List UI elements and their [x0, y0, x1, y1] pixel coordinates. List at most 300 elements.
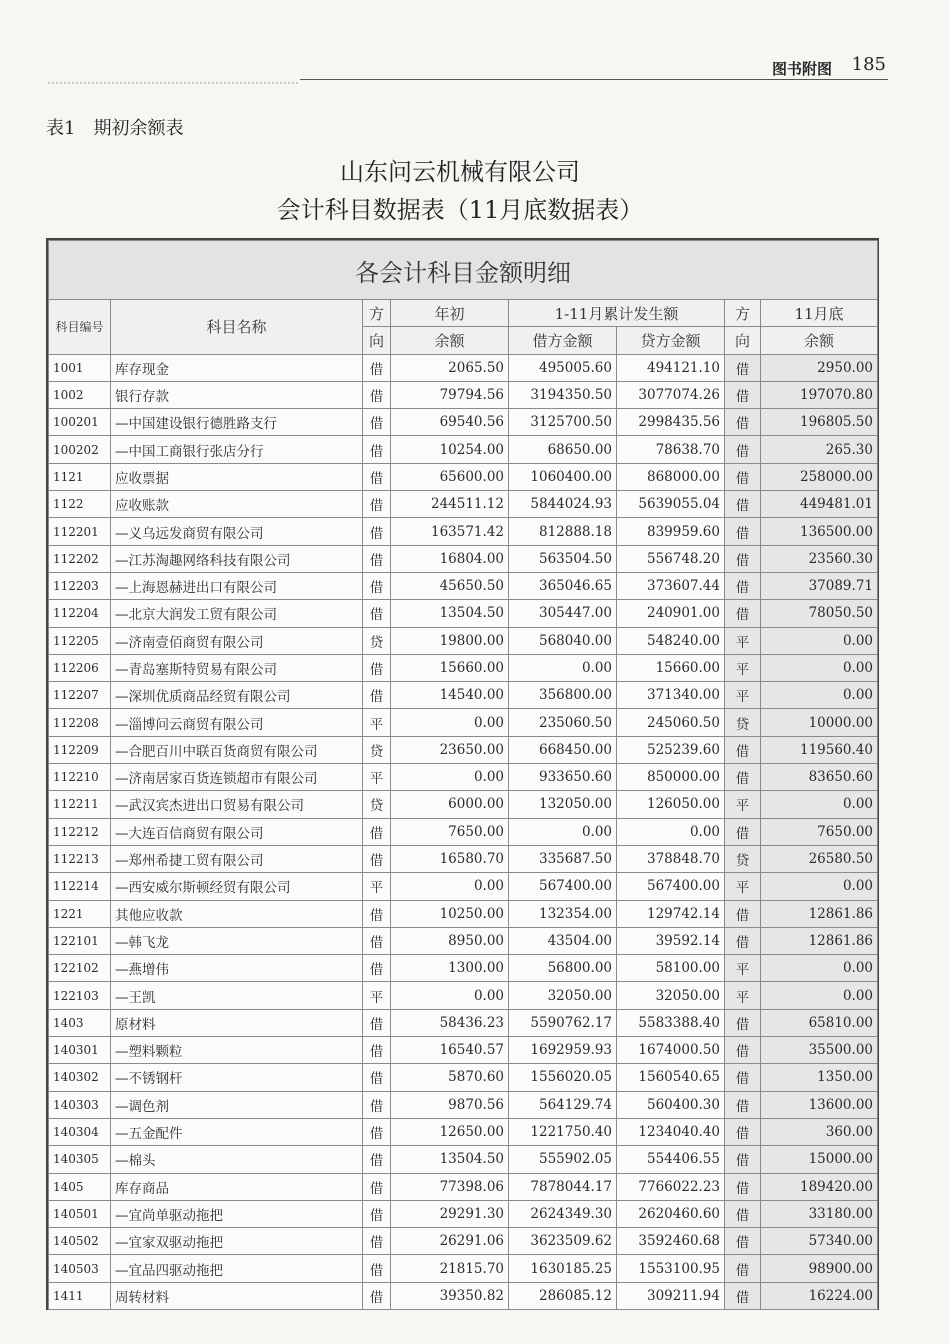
ending-balance: 7650.00 — [761, 818, 878, 845]
table-row — [49, 1118, 878, 1145]
ending-direction: 借 — [725, 736, 761, 763]
opening-balance: 16580.70 — [391, 845, 509, 872]
account-name: —济南壹佰商贸有限公司 — [111, 627, 363, 654]
opening-balance: 7650.00 — [391, 818, 509, 845]
account-name: —武汉宾杰进出口贸易有限公司 — [111, 791, 363, 818]
credit-amount: 548240.00 — [617, 627, 725, 654]
account-code: 1403 — [49, 1009, 111, 1036]
table-row — [49, 1200, 878, 1227]
account-data-table — [48, 240, 878, 1310]
ending-direction: 借 — [725, 1037, 761, 1064]
account-code: 112205 — [49, 627, 111, 654]
account-name: 其他应收款 — [111, 900, 363, 927]
debit-amount: 1060400.00 — [509, 463, 617, 490]
opening-balance: 13504.50 — [391, 1146, 509, 1173]
debit-amount: 286085.12 — [509, 1282, 617, 1309]
header-row-1 — [49, 300, 878, 327]
account-code: 112212 — [49, 818, 111, 845]
credit-amount: 839959.60 — [617, 518, 725, 545]
opening-balance: 244511.12 — [391, 491, 509, 518]
opening-balance: 2065.50 — [391, 354, 509, 381]
ending-balance: 119560.40 — [761, 736, 878, 763]
ending-direction: 平 — [725, 982, 761, 1009]
ending-direction: 借 — [725, 1091, 761, 1118]
credit-amount: 1674000.50 — [617, 1037, 725, 1064]
header-title: 图书附图 — [771, 60, 832, 78]
debit-amount: 812888.18 — [509, 518, 617, 545]
opening-balance: 12650.00 — [391, 1118, 509, 1145]
debit-amount: 356800.00 — [509, 682, 617, 709]
ending-direction: 借 — [725, 764, 761, 791]
account-code: 112206 — [49, 654, 111, 681]
credit-amount: 2620460.60 — [617, 1200, 725, 1227]
debit-amount: 3125700.50 — [509, 409, 617, 436]
account-name: —北京大润发工贸有限公司 — [111, 600, 363, 627]
table-row — [49, 409, 878, 436]
ending-direction: 平 — [725, 955, 761, 982]
debit-amount: 933650.60 — [509, 764, 617, 791]
opening-direction: 借 — [363, 818, 391, 845]
account-name: —棉头 — [111, 1146, 363, 1173]
header-end-dir-bottom: 向 — [725, 327, 761, 354]
opening-direction: 借 — [363, 436, 391, 463]
account-code: 112202 — [49, 545, 111, 572]
account-code: 122103 — [49, 982, 111, 1009]
opening-balance: 0.00 — [391, 709, 509, 736]
opening-direction: 平 — [363, 982, 391, 1009]
account-name: —燕增伟 — [111, 955, 363, 982]
debit-amount: 7878044.17 — [509, 1173, 617, 1200]
account-name: 周转材料 — [111, 1282, 363, 1309]
debit-amount: 1556020.05 — [509, 1064, 617, 1091]
table-row — [49, 955, 878, 982]
ending-balance: 189420.00 — [761, 1173, 878, 1200]
ending-direction: 借 — [725, 600, 761, 627]
account-name: —郑州希捷工贸有限公司 — [111, 845, 363, 872]
table-row — [49, 545, 878, 572]
credit-amount: 245060.50 — [617, 709, 725, 736]
table-row — [49, 1146, 878, 1173]
account-table — [46, 238, 879, 1310]
credit-amount: 3077074.26 — [617, 381, 725, 408]
ending-balance: 196805.50 — [761, 409, 878, 436]
account-code: 1122 — [49, 491, 111, 518]
debit-amount: 32050.00 — [509, 982, 617, 1009]
opening-direction: 借 — [363, 682, 391, 709]
ending-direction: 借 — [725, 491, 761, 518]
ending-direction: 借 — [725, 1146, 761, 1173]
account-name: 库存商品 — [111, 1173, 363, 1200]
opening-direction: 平 — [363, 709, 391, 736]
opening-balance: 26291.06 — [391, 1228, 509, 1255]
opening-direction: 借 — [363, 1064, 391, 1091]
account-code: 112208 — [49, 709, 111, 736]
debit-amount: 43504.00 — [509, 927, 617, 954]
table-row — [49, 982, 878, 1009]
ending-balance: 1350.00 — [761, 1064, 878, 1091]
debit-amount: 5590762.17 — [509, 1009, 617, 1036]
account-code: 140501 — [49, 1200, 111, 1227]
ending-direction: 平 — [725, 791, 761, 818]
debit-amount: 56800.00 — [509, 955, 617, 982]
ending-balance: 83650.60 — [761, 764, 878, 791]
header-end-top: 11月底 — [761, 300, 878, 327]
table-row — [49, 927, 878, 954]
ending-direction: 借 — [725, 1228, 761, 1255]
debit-amount: 335687.50 — [509, 845, 617, 872]
table-banner: 各会计科目金额明细 — [49, 241, 878, 300]
opening-balance: 45650.50 — [391, 572, 509, 599]
ending-balance: 12861.86 — [761, 900, 878, 927]
opening-balance: 29291.30 — [391, 1200, 509, 1227]
account-code: 140304 — [49, 1118, 111, 1145]
table-row — [49, 463, 878, 490]
account-code: 140302 — [49, 1064, 111, 1091]
opening-direction: 借 — [363, 491, 391, 518]
ending-direction: 借 — [725, 927, 761, 954]
account-code: 1002 — [49, 381, 111, 408]
debit-amount: 5844024.93 — [509, 491, 617, 518]
ending-direction: 借 — [725, 436, 761, 463]
opening-balance: 15660.00 — [391, 654, 509, 681]
header-dir-top: 方 — [363, 300, 391, 327]
debit-amount: 68650.00 — [509, 436, 617, 463]
table-row — [49, 1091, 878, 1118]
table-row — [49, 627, 878, 654]
opening-balance: 1300.00 — [391, 955, 509, 982]
opening-direction: 借 — [363, 572, 391, 599]
account-code: 100202 — [49, 436, 111, 463]
ending-balance: 65810.00 — [761, 1009, 878, 1036]
debit-amount: 235060.50 — [509, 709, 617, 736]
opening-direction: 借 — [363, 1118, 391, 1145]
ending-direction: 借 — [725, 818, 761, 845]
ending-direction: 借 — [725, 900, 761, 927]
ending-balance: 98900.00 — [761, 1255, 878, 1282]
account-code: 112214 — [49, 873, 111, 900]
opening-direction: 借 — [363, 1091, 391, 1118]
opening-balance: 77398.06 — [391, 1173, 509, 1200]
account-code: 100201 — [49, 409, 111, 436]
account-code: 112204 — [49, 600, 111, 627]
ending-balance: 12861.86 — [761, 927, 878, 954]
ending-balance: 197070.80 — [761, 381, 878, 408]
header-opening-bottom: 余额 — [391, 327, 509, 354]
opening-balance: 10254.00 — [391, 436, 509, 463]
credit-amount: 129742.14 — [617, 900, 725, 927]
table-row — [49, 354, 878, 381]
ending-balance: 37089.71 — [761, 572, 878, 599]
opening-direction: 平 — [363, 764, 391, 791]
table-row — [49, 600, 878, 627]
table-caption: 表1 期初余额表 — [46, 118, 184, 139]
account-code: 112210 — [49, 764, 111, 791]
opening-balance: 0.00 — [391, 982, 509, 1009]
table-row — [49, 1064, 878, 1091]
table-row — [49, 518, 878, 545]
account-name: —宜品四驱动拖把 — [111, 1255, 363, 1282]
ending-direction: 借 — [725, 409, 761, 436]
account-code: 112207 — [49, 682, 111, 709]
opening-direction: 借 — [363, 927, 391, 954]
opening-balance: 0.00 — [391, 764, 509, 791]
ending-balance: 258000.00 — [761, 463, 878, 490]
opening-direction: 平 — [363, 873, 391, 900]
account-code: 112213 — [49, 845, 111, 872]
ending-direction: 平 — [725, 654, 761, 681]
opening-direction: 借 — [363, 1037, 391, 1064]
opening-direction: 借 — [363, 600, 391, 627]
table-row — [49, 764, 878, 791]
credit-amount: 3592460.68 — [617, 1228, 725, 1255]
account-name: 应收票据 — [111, 463, 363, 490]
credit-amount: 5583388.40 — [617, 1009, 725, 1036]
account-code: 1405 — [49, 1173, 111, 1200]
debit-amount: 2624349.30 — [509, 1200, 617, 1227]
account-name: —王凯 — [111, 982, 363, 1009]
account-code: 140301 — [49, 1037, 111, 1064]
credit-amount: 371340.00 — [617, 682, 725, 709]
table-row — [49, 1282, 878, 1309]
ending-direction: 借 — [725, 354, 761, 381]
ending-balance: 449481.01 — [761, 491, 878, 518]
table-row — [49, 1173, 878, 1200]
ending-direction: 借 — [725, 1255, 761, 1282]
credit-amount: 373607.44 — [617, 572, 725, 599]
debit-amount: 132354.00 — [509, 900, 617, 927]
credit-amount: 126050.00 — [617, 791, 725, 818]
account-code: 112211 — [49, 791, 111, 818]
header-credit: 贷方金额 — [617, 327, 725, 354]
ending-balance: 10000.00 — [761, 709, 878, 736]
table-row — [49, 736, 878, 763]
opening-balance: 0.00 — [391, 873, 509, 900]
opening-direction: 借 — [363, 955, 391, 982]
opening-balance: 5870.60 — [391, 1064, 509, 1091]
ending-direction: 借 — [725, 545, 761, 572]
credit-amount: 1234040.40 — [617, 1118, 725, 1145]
ending-balance: 0.00 — [761, 682, 878, 709]
table-row — [49, 845, 878, 872]
ending-direction: 借 — [725, 1118, 761, 1145]
account-name: 原材料 — [111, 1009, 363, 1036]
account-name: 银行存款 — [111, 381, 363, 408]
opening-balance: 39350.82 — [391, 1282, 509, 1309]
table-row — [49, 654, 878, 681]
debit-amount: 0.00 — [509, 818, 617, 845]
ending-balance: 360.00 — [761, 1118, 878, 1145]
credit-amount: 868000.00 — [617, 463, 725, 490]
table-row — [49, 1037, 878, 1064]
credit-amount: 850000.00 — [617, 764, 725, 791]
account-code: 140503 — [49, 1255, 111, 1282]
debit-amount: 1630185.25 — [509, 1255, 617, 1282]
account-name: —西安威尔斯顿经贸有限公司 — [111, 873, 363, 900]
header-dotted-rule — [48, 82, 298, 84]
credit-amount: 39592.14 — [617, 927, 725, 954]
opening-balance: 8950.00 — [391, 927, 509, 954]
account-code: 140502 — [49, 1228, 111, 1255]
opening-direction: 借 — [363, 518, 391, 545]
opening-balance: 9870.56 — [391, 1091, 509, 1118]
opening-direction: 借 — [363, 354, 391, 381]
table-row — [49, 491, 878, 518]
account-code: 1001 — [49, 354, 111, 381]
company-name: 山东问云机械有限公司 — [340, 158, 580, 186]
header-name: 科目名称 — [111, 300, 363, 355]
opening-direction: 贷 — [363, 736, 391, 763]
account-code: 140303 — [49, 1091, 111, 1118]
report-title: 会计科目数据表（11月底数据表） — [276, 196, 644, 224]
account-name: —江苏淘趣网络科技有限公司 — [111, 545, 363, 572]
credit-amount: 58100.00 — [617, 955, 725, 982]
opening-balance: 16804.00 — [391, 545, 509, 572]
opening-direction: 借 — [363, 1228, 391, 1255]
opening-direction: 借 — [363, 1282, 391, 1309]
account-code: 1121 — [49, 463, 111, 490]
opening-balance: 16540.57 — [391, 1037, 509, 1064]
table-row — [49, 791, 878, 818]
ending-balance: 33180.00 — [761, 1200, 878, 1227]
opening-balance: 69540.56 — [391, 409, 509, 436]
account-code: 1221 — [49, 900, 111, 927]
ending-direction: 借 — [725, 381, 761, 408]
account-code: 112201 — [49, 518, 111, 545]
account-name: —济南居家百货连锁超市有限公司 — [111, 764, 363, 791]
opening-direction: 借 — [363, 381, 391, 408]
ending-direction: 借 — [725, 572, 761, 599]
credit-amount: 378848.70 — [617, 845, 725, 872]
opening-direction: 贷 — [363, 791, 391, 818]
ending-balance: 26580.50 — [761, 845, 878, 872]
account-code: 112203 — [49, 572, 111, 599]
debit-amount: 668450.00 — [509, 736, 617, 763]
opening-direction: 借 — [363, 845, 391, 872]
credit-amount: 567400.00 — [617, 873, 725, 900]
credit-amount: 5639055.04 — [617, 491, 725, 518]
debit-amount: 1221750.40 — [509, 1118, 617, 1145]
opening-balance: 58436.23 — [391, 1009, 509, 1036]
opening-balance: 23650.00 — [391, 736, 509, 763]
credit-amount: 560400.30 — [617, 1091, 725, 1118]
credit-amount: 1560540.65 — [617, 1064, 725, 1091]
account-name: —青岛塞斯特贸易有限公司 — [111, 654, 363, 681]
debit-amount: 3623509.62 — [509, 1228, 617, 1255]
ending-balance: 57340.00 — [761, 1228, 878, 1255]
account-name: —中国工商银行张店分行 — [111, 436, 363, 463]
ending-direction: 平 — [725, 873, 761, 900]
ending-balance: 2950.00 — [761, 354, 878, 381]
account-code: 122102 — [49, 955, 111, 982]
ending-direction: 借 — [725, 463, 761, 490]
opening-direction: 借 — [363, 409, 391, 436]
account-name: —深圳优质商品经贸有限公司 — [111, 682, 363, 709]
debit-amount: 365046.65 — [509, 572, 617, 599]
credit-amount: 0.00 — [617, 818, 725, 845]
account-name: —合肥百川中联百货商贸有限公司 — [111, 736, 363, 763]
table-row — [49, 381, 878, 408]
account-code: 140305 — [49, 1146, 111, 1173]
ending-balance: 13600.00 — [761, 1091, 878, 1118]
ending-balance: 16224.00 — [761, 1282, 878, 1309]
table-row — [49, 900, 878, 927]
ending-direction: 借 — [725, 1064, 761, 1091]
debit-amount: 3194350.50 — [509, 381, 617, 408]
ending-direction: 平 — [725, 682, 761, 709]
table-row — [49, 1228, 878, 1255]
credit-amount: 78638.70 — [617, 436, 725, 463]
opening-direction: 借 — [363, 1255, 391, 1282]
ending-direction: 借 — [725, 1173, 761, 1200]
ending-direction: 借 — [725, 1009, 761, 1036]
credit-amount: 2998435.56 — [617, 409, 725, 436]
debit-amount: 567400.00 — [509, 873, 617, 900]
credit-amount: 554406.55 — [617, 1146, 725, 1173]
table-row — [49, 873, 878, 900]
table-row — [49, 436, 878, 463]
header-code: 科目编号 — [49, 300, 111, 355]
ending-balance: 0.00 — [761, 873, 878, 900]
opening-direction: 借 — [363, 1200, 391, 1227]
opening-direction: 借 — [363, 463, 391, 490]
ending-direction: 平 — [725, 627, 761, 654]
credit-amount: 1553100.95 — [617, 1255, 725, 1282]
table-row — [49, 572, 878, 599]
table-banner-row — [49, 241, 878, 300]
ending-direction: 贷 — [725, 845, 761, 872]
credit-amount: 15660.00 — [617, 654, 725, 681]
ending-balance: 78050.50 — [761, 600, 878, 627]
account-name: 库存现金 — [111, 354, 363, 381]
account-code: 122101 — [49, 927, 111, 954]
account-name: —五金配件 — [111, 1118, 363, 1145]
header-end-bottom: 余额 — [761, 327, 878, 354]
opening-direction: 借 — [363, 654, 391, 681]
opening-balance: 21815.70 — [391, 1255, 509, 1282]
ending-direction: 借 — [725, 1282, 761, 1309]
ending-balance: 23560.30 — [761, 545, 878, 572]
opening-balance: 79794.56 — [391, 381, 509, 408]
ending-balance: 15000.00 — [761, 1146, 878, 1173]
account-name: 应收账款 — [111, 491, 363, 518]
debit-amount: 1692959.93 — [509, 1037, 617, 1064]
ending-balance: 0.00 — [761, 955, 878, 982]
header-dir-bottom: 向 — [363, 327, 391, 354]
table-row — [49, 1009, 878, 1036]
debit-amount: 0.00 — [509, 654, 617, 681]
ending-direction: 借 — [725, 518, 761, 545]
account-name: —中国建设银行德胜路支行 — [111, 409, 363, 436]
page-number: 185 — [851, 54, 886, 75]
account-name: —上海恩赫进出口有限公司 — [111, 572, 363, 599]
ending-direction: 借 — [725, 1200, 761, 1227]
debit-amount: 563504.50 — [509, 545, 617, 572]
debit-amount: 495005.60 — [509, 354, 617, 381]
credit-amount: 494121.10 — [617, 354, 725, 381]
account-name: —宜尚单驱动拖把 — [111, 1200, 363, 1227]
debit-amount: 132050.00 — [509, 791, 617, 818]
ending-balance: 0.00 — [761, 791, 878, 818]
account-code: 1411 — [49, 1282, 111, 1309]
header-debit: 借方金额 — [509, 327, 617, 354]
ending-balance: 0.00 — [761, 654, 878, 681]
account-name: —调色剂 — [111, 1091, 363, 1118]
ending-balance: 265.30 — [761, 436, 878, 463]
ending-direction: 贷 — [725, 709, 761, 736]
account-name: —大连百信商贸有限公司 — [111, 818, 363, 845]
opening-direction: 借 — [363, 545, 391, 572]
credit-amount: 309211.94 — [617, 1282, 725, 1309]
